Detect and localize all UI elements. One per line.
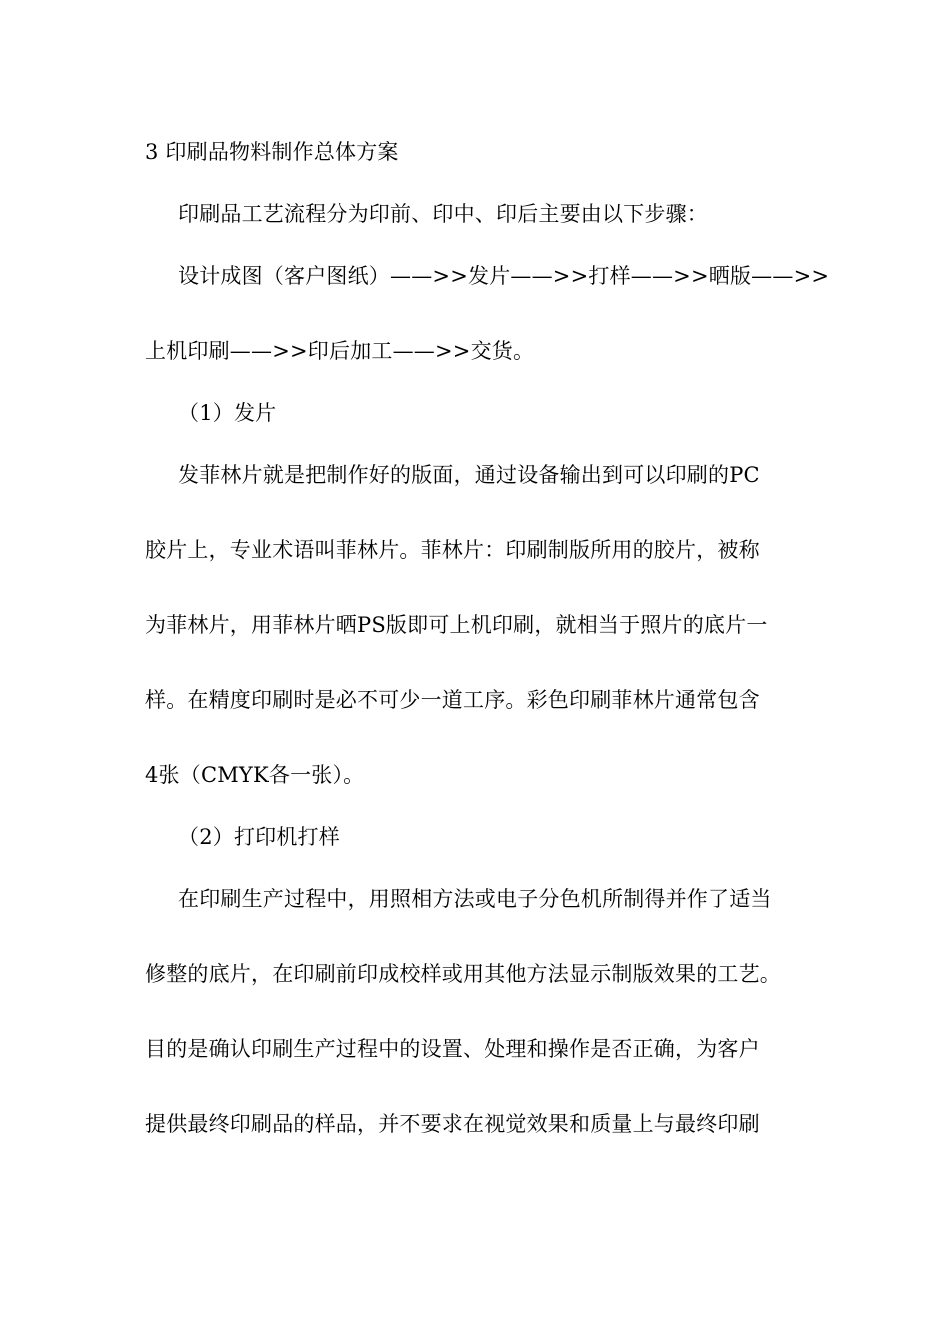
subsection-1-line-4: 样。在精度印刷时是必不可少一道工序。彩色印刷菲林片通常包含 bbox=[145, 688, 760, 712]
flow-line-2: 上机印刷——>>印后加工——>>交货。 bbox=[145, 339, 535, 363]
subsection-2-line-1: 在印刷生产过程中，用照相方法或电子分色机所制得并作了适当 bbox=[178, 887, 772, 911]
section-heading: 3 印刷品物料制作总体方案 bbox=[145, 140, 399, 164]
intro-paragraph: 印刷品工艺流程分为印前、印中、印后主要由以下步骤： bbox=[178, 202, 708, 226]
subsection-1-title: （1）发片 bbox=[178, 401, 277, 425]
subsection-2-line-2: 修整的底片，在印刷前印成校样或用其他方法显示制版效果的工艺。 bbox=[145, 962, 781, 986]
flow-line-1: 设计成图（客户图纸）——>>发片——>>打样——>>晒版——>> bbox=[178, 264, 830, 288]
subsection-2-line-3: 目的是确认印刷生产过程中的设置、处理和操作是否正确，为客户 bbox=[145, 1037, 760, 1061]
subsection-1-line-3: 为菲林片，用菲林片晒PS版即可上机印刷，就相当于照片的底片一 bbox=[145, 613, 768, 637]
subsection-1-line-5: 4张（CMYK各一张）。 bbox=[145, 763, 365, 787]
subsection-1-line-1: 发菲林片就是把制作好的版面，通过设备输出到可以印刷的PC bbox=[178, 463, 760, 487]
subsection-2-line-4: 提供最终印刷品的样品，并不要求在视觉效果和质量上与最终印刷 bbox=[145, 1112, 760, 1136]
subsection-2-title: （2）打印机打样 bbox=[178, 825, 340, 849]
subsection-1-line-2: 胶片上，专业术语叫菲林片。菲林片：印刷制版所用的胶片，被称 bbox=[145, 538, 760, 562]
